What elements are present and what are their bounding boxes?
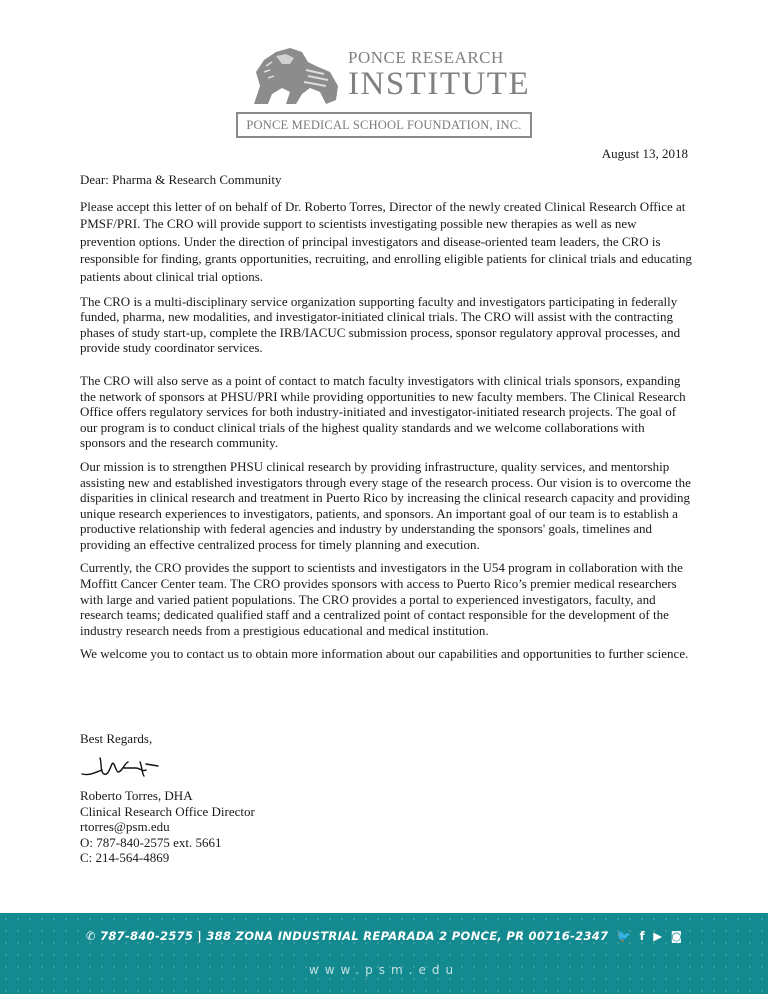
letter-body: [80, 172, 692, 670]
paragraph-2: The CRO is a multi-disciplinary service organization supporting faculty and investigators participating in federally funded, pharma, new modalities, and investigator-initiated clinical trials. The CRO will assist with the contracting phases of study start-up, complete the IRB/IACUC submission process, sponsor regulatory approval processes, and provide study coordinator services.: [80, 293, 681, 356]
signer-email[interactable]: rtorres@psm.edu: [80, 819, 170, 835]
handwritten-signature: [80, 754, 160, 780]
signer-name: Roberto Torres, DHA: [80, 788, 193, 803]
letterhead: [236, 40, 532, 136]
org-name-line1: PONCE RESEARCH: [348, 48, 504, 67]
letter-date: August 13, 2018: [601, 146, 688, 161]
signer-contact: [80, 788, 255, 866]
footer-contact-line: [0, 929, 768, 943]
footer-website[interactable]: www.psm.edu: [308, 963, 460, 977]
twitter-icon[interactable]: 🐦: [616, 929, 632, 943]
instagram-icon[interactable]: ◙: [670, 929, 683, 943]
foundation-name: PONCE MEDICAL SCHOOL FOUNDATION, INC.: [236, 112, 532, 138]
signer-title: Clinical Research Office Director: [80, 803, 255, 819]
footer-banner: [0, 913, 768, 994]
paragraph-6: We welcome you to contact us to obtain more information about our capabilities and opportunities to further science.: [80, 646, 689, 662]
org-name-line2: INSTITUTE: [348, 66, 531, 102]
phone-icon: ✆: [85, 929, 96, 943]
facebook-icon[interactable]: f: [639, 929, 645, 943]
youtube-icon[interactable]: ▶: [653, 929, 663, 943]
lion-logo-icon: [246, 42, 342, 108]
closing: Best Regards,: [80, 731, 153, 746]
cell-phone: C: 214-564-4869: [80, 850, 170, 866]
salutation: Dear: Pharma & Research Community: [80, 172, 282, 187]
paragraph-4: Our mission is to strengthen PHSU clinical research by providing infrastructure, quality services, and mentorship assisting new and established investigators through every stage of the research process. Our vision is to overcome the disparities in clinical research and treatment in Puerto Rico by increasing the clinical research capacity and providing unique research experiences to investigators, patients, and sponsors. An important goal of our team is to establish a productive relationship with federal agencies and industry by understanding the sponsors' goals, timelines and providing an effective centralized process for timely planning and execution.: [80, 458, 691, 552]
office-phone: O: 787-840-2575 ext. 5661: [80, 834, 222, 850]
paragraph-5: Currently, the CRO provides the support to scientists and investigators in the U54 program in collaboration with the Moffitt Cancer Center team. The CRO provides sponsors with access to Puerto Rico’s premier medical researchers with large and varied patient populations. The CRO provides a portal to experienced investigators, faculty, and research teams; dedicated qualified staff and a centralized point of contact responsible for the development of the industry research needs from a prestigious educational and medical institution.: [80, 560, 683, 638]
footer-contact-text: 787-840-2575 | 388 ZONA INDUSTRIAL REPARADA 2 PONCE, PR 00716-2347: [100, 929, 609, 943]
paragraph-3: The CRO will also serve as a point of contact to match faculty investigators with clinical trials sponsors, expanding the network of sponsors at PHSU/PRI while providing opportunities to new faculty members. The Clinical Research Office offers regulatory services for both industry-initiated and investigator-initiated research projects. The goal of our program is to conduct clinical trials of the highest quality standards and we welcome collaborations with sponsors and the research community.: [80, 372, 686, 451]
paragraph-1: Please accept this letter of on behalf of Dr. Roberto Torres, Director of the newly created Clinical Research Office at PMSF/PRI. The CRO will provide support to scientists investigating possible new therapies as well as new prevention options. Under the direction of principal investigators and disease-oriented team leaders, the CRO is responsible for finding, grants opportunities, recruiting, and enrolling eligible patients for clinical trials and educating patients about clinical trial options.: [80, 198, 692, 284]
